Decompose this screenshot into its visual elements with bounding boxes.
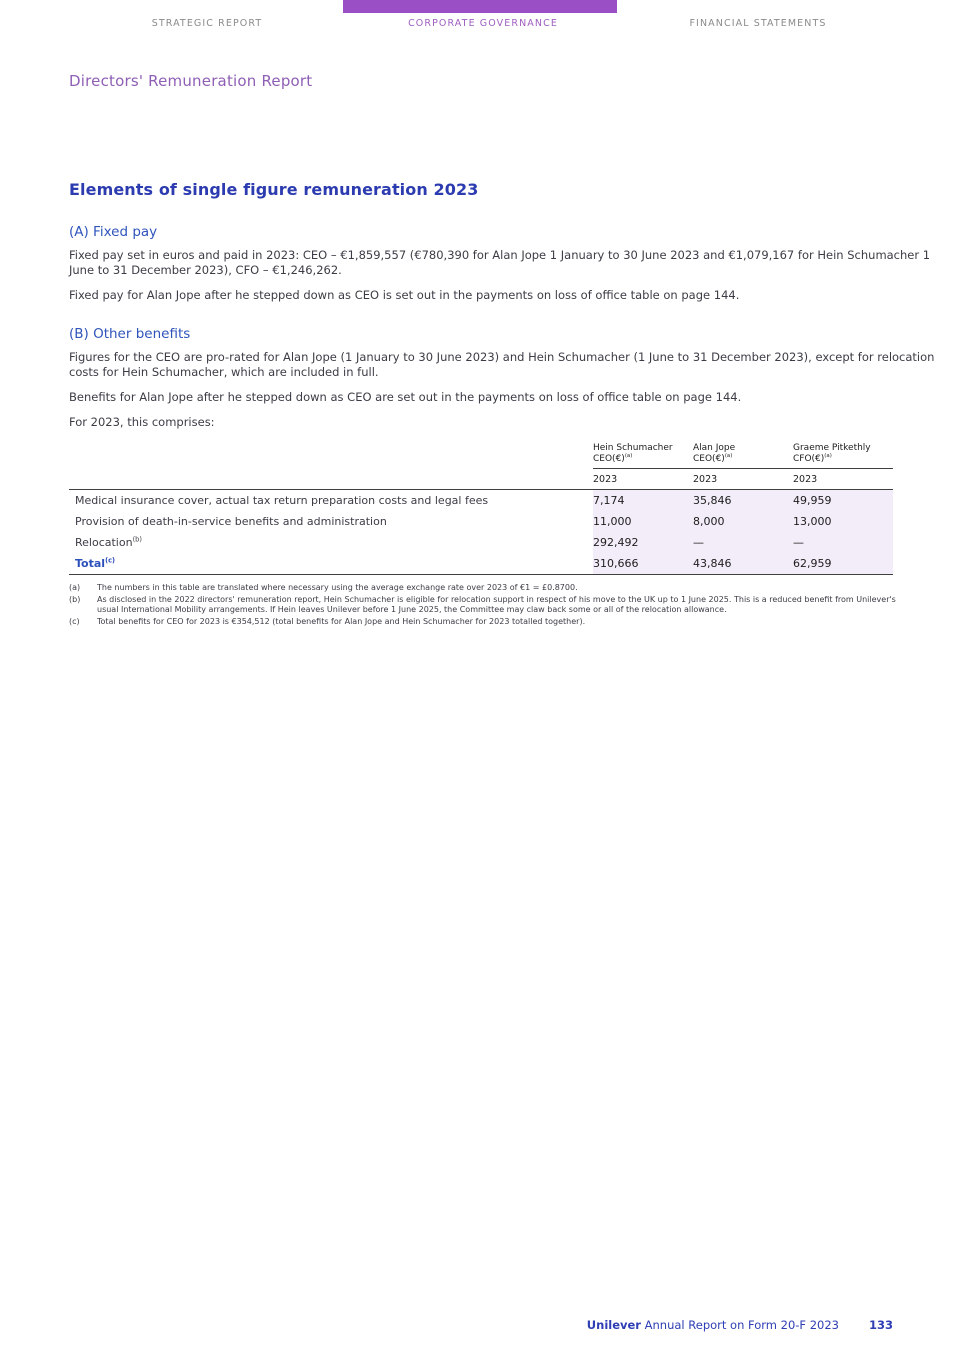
footnote-marker: (a) <box>69 582 81 592</box>
table-year-row <box>69 468 893 489</box>
year-header: 2023 <box>793 468 893 489</box>
year-spacer <box>69 468 593 489</box>
row-value: 7,174 <box>593 489 693 511</box>
table-row <box>69 532 893 553</box>
column-header-alan-jope <box>693 443 793 468</box>
footer-report-name <box>587 1318 839 1332</box>
footnote-text: As disclosed in the 2022 directors' remuneration report, Hein Schumacher is eligible for relocation support in respect of his move to the UK up to 1 June 2025. This is a reduced benefit from Unilever's usual International Mobility arrangements. If Hein leaves Unilever before 1 June 2025, the Committee may claw back some or all of the relocation allowance. <box>97 594 896 615</box>
year-header: 2023 <box>593 468 693 489</box>
active-tab-accent-bar <box>343 0 617 13</box>
row-value: 35,846 <box>693 489 793 511</box>
table-total-row <box>69 553 893 575</box>
row-value: 11,000 <box>593 511 693 532</box>
row-value: 8,000 <box>693 511 793 532</box>
footnote-a <box>69 583 899 594</box>
column-name: Hein Schumacher <box>593 443 673 454</box>
column-footnote-ref: (a) <box>724 453 733 459</box>
column-role: CEO(€) <box>693 454 725 464</box>
column-name: Graeme Pitkethly <box>793 443 871 454</box>
column-header-graeme-pitkethly <box>793 443 893 468</box>
row-value: — <box>793 532 893 553</box>
footnote-text: The numbers in this table are translated where necessary using the average exchange rate over 2023 of €1 = £0.8700. <box>97 582 578 592</box>
row-label <box>69 532 593 553</box>
row-footnote-ref: (b) <box>132 535 142 544</box>
column-footnote-ref: (a) <box>824 453 832 459</box>
row-value: 292,492 <box>593 532 693 553</box>
footnote-marker: (b) <box>69 594 81 604</box>
total-footnote-ref: (c) <box>105 556 115 565</box>
page-heading: Elements of single figure remuneration 2023 <box>69 180 479 199</box>
tab-financial-statements[interactable]: FINANCIAL STATEMENTS <box>689 18 827 29</box>
column-header-hein-schumacher <box>593 443 693 468</box>
tab-corporate-governance[interactable]: CORPORATE GOVERNANCE <box>408 18 558 29</box>
total-value: 43,846 <box>693 553 793 575</box>
row-value: — <box>693 532 793 553</box>
column-footnote-ref: (a) <box>624 453 633 459</box>
year-header: 2023 <box>693 468 793 489</box>
row-value: 49,959 <box>793 489 893 511</box>
row-label-text: Relocation <box>75 535 133 549</box>
column-role: CEO(€) <box>593 454 625 464</box>
table-header-row <box>69 443 893 468</box>
section-a-paragraph-2: Fixed pay for Alan Jope after he stepped down as CEO is set out in the payments on loss of office table on page 144. <box>69 288 740 303</box>
section-b-paragraph-3: For 2023, this comprises: <box>69 415 215 430</box>
section-a-heading: (A) Fixed pay <box>69 224 158 240</box>
footnotes <box>69 583 899 628</box>
page-footer <box>587 1318 893 1332</box>
total-label-text: Total <box>75 556 106 570</box>
column-role: CFO(€) <box>793 454 825 464</box>
footnote-text: Total benefits for CEO for 2023 is €354,512 (total benefits for Alan Jope and Hein Schumacher for 2023 totalled together). <box>97 617 586 627</box>
footnote-b <box>69 595 899 617</box>
main-content <box>69 180 944 629</box>
table-row <box>69 489 893 511</box>
footnote-marker: (c) <box>69 617 80 627</box>
section-b-paragraph-2: Benefits for Alan Jope after he stepped down as CEO are set out in the payments on loss of office table on page 144. <box>69 389 742 404</box>
total-value: 310,666 <box>593 553 693 575</box>
row-value: 13,000 <box>793 511 893 532</box>
row-label: Provision of death-in-service benefits and administration <box>75 514 387 528</box>
section-b-heading: (B) Other benefits <box>69 325 191 342</box>
table-row <box>69 511 893 532</box>
total-label <box>69 553 593 575</box>
footer-brand: Unilever <box>586 1318 641 1332</box>
page-number: 133 <box>868 1318 893 1332</box>
section-a-paragraph-1: Fixed pay set in euros and paid in 2023: CEO – €1,859,557 (€780,390 for Alan Jope 1 January to 30 June 2023 and €1,079,167 for Hein Schumacher 1 June to 31 December 2023), CFO – €1,246,262. <box>69 248 931 278</box>
footnote-c <box>69 617 899 628</box>
row-label: Medical insurance cover, actual tax return preparation costs and legal fees <box>75 493 489 507</box>
header-spacer <box>69 443 593 468</box>
footer-title: Annual Report on Form 20-F 2023 <box>644 1318 839 1332</box>
total-value: 62,959 <box>793 553 893 575</box>
section-b-paragraph-1: Figures for the CEO are pro-rated for Alan Jope (1 January to 30 June 2023) and Hein Schumacher (1 June to 31 December 2023), except for relocation costs for Hein Schumacher, which are included in full. <box>69 349 935 379</box>
report-title: Directors' Remuneration Report <box>69 72 313 90</box>
tab-strategic-report[interactable]: STRATEGIC REPORT <box>151 18 263 29</box>
benefits-table <box>69 443 893 575</box>
column-name: Alan Jope <box>693 443 736 454</box>
